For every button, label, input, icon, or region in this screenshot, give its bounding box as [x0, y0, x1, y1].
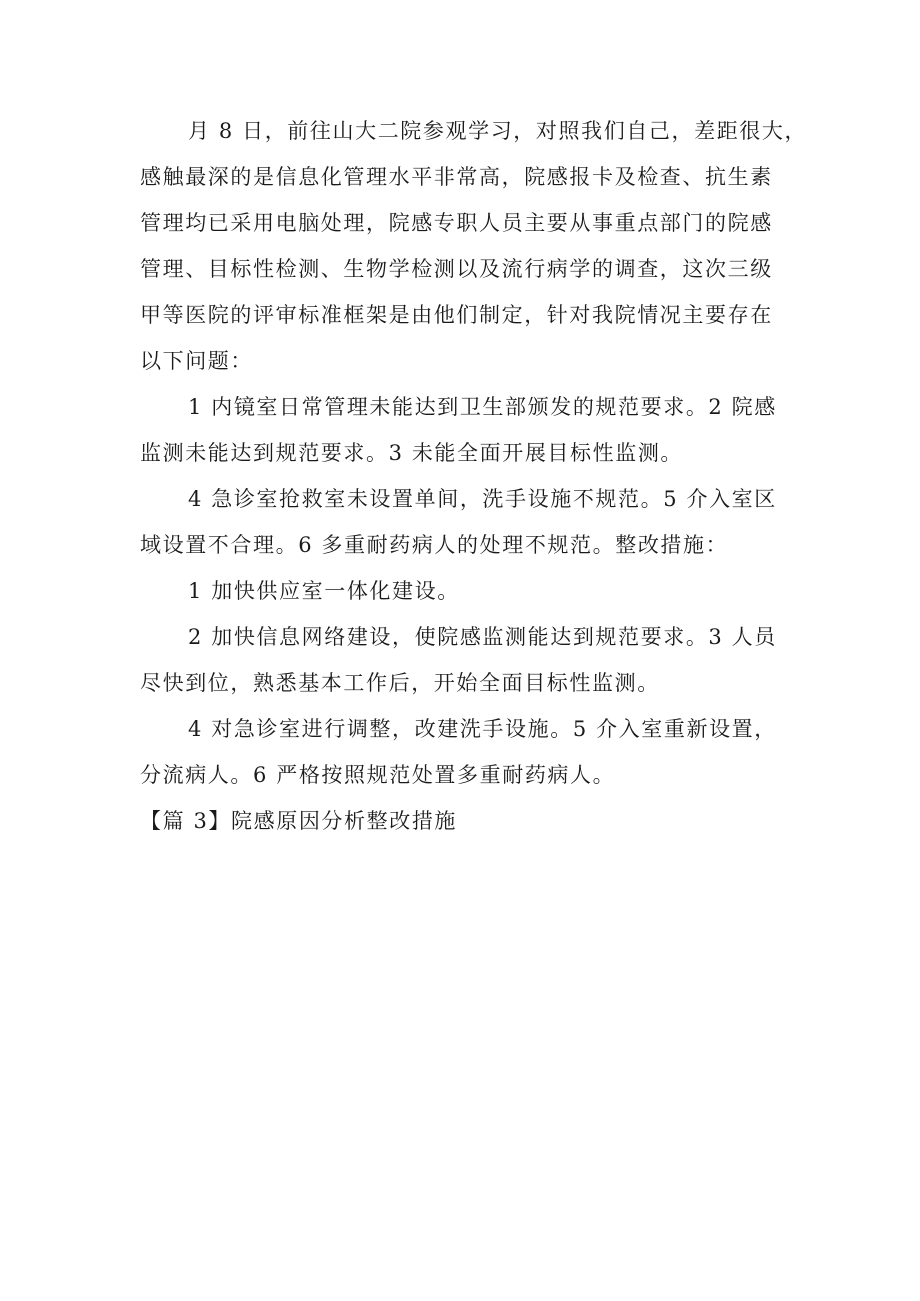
- text-line: 甲等医院的评审标准框架是由他们制定，针对我院情况主要存在: [140, 303, 773, 327]
- text-line: 1 加快供应室一体化建设。: [188, 579, 460, 603]
- text-line: 监测未能达到规范要求。3 未能全面开展目标性监测。: [140, 441, 684, 465]
- section-heading: 【篇 3】院感原因分析整改措施: [140, 809, 458, 833]
- paragraph-3: [140, 476, 790, 568]
- text-line: 感触最深的是信息化管理水平非常高，院感报卡及检查、抗生素: [140, 165, 773, 189]
- text-line: 月 8 日，前往山大二院参观学习，对照我们自己，差距很大，: [188, 119, 808, 143]
- paragraph-6: [140, 706, 790, 798]
- text-line: 管理均已采用电脑处理，院感专职人员主要从事重点部门的院感: [140, 211, 773, 235]
- text-line: 以下问题：: [140, 349, 253, 373]
- text-line: 域设置不合理。6 多重耐药病人的处理不规范。整改措施：: [140, 533, 729, 557]
- text-line: 1 内镜室日常管理未能达到卫生部颁发的规范要求。2 院感: [188, 395, 777, 419]
- text-line: 分流病人。6 严格按照规范处置多重耐药病人。: [140, 763, 616, 787]
- document-body: [140, 108, 808, 844]
- paragraph-4: [140, 568, 790, 614]
- paragraph-2: [140, 384, 790, 476]
- paragraph-5: [140, 614, 790, 706]
- text-line: 4 急诊室抢救室未设置单间，洗手设施不规范。5 介入室区: [188, 487, 777, 511]
- text-line: 尽快到位，熟悉基本工作后，开始全面目标性监测。: [140, 671, 660, 695]
- text-line: 管理、目标性检测、生物学检测以及流行病学的调查，这次三级: [140, 257, 773, 281]
- text-line: 4 对急诊室进行调整，改建洗手设施。5 介入室重新设置，: [188, 717, 777, 741]
- text-line: 2 加快信息网络建设，使院感监测能达到规范要求。3 人员: [188, 625, 777, 649]
- paragraph-1: [140, 108, 808, 384]
